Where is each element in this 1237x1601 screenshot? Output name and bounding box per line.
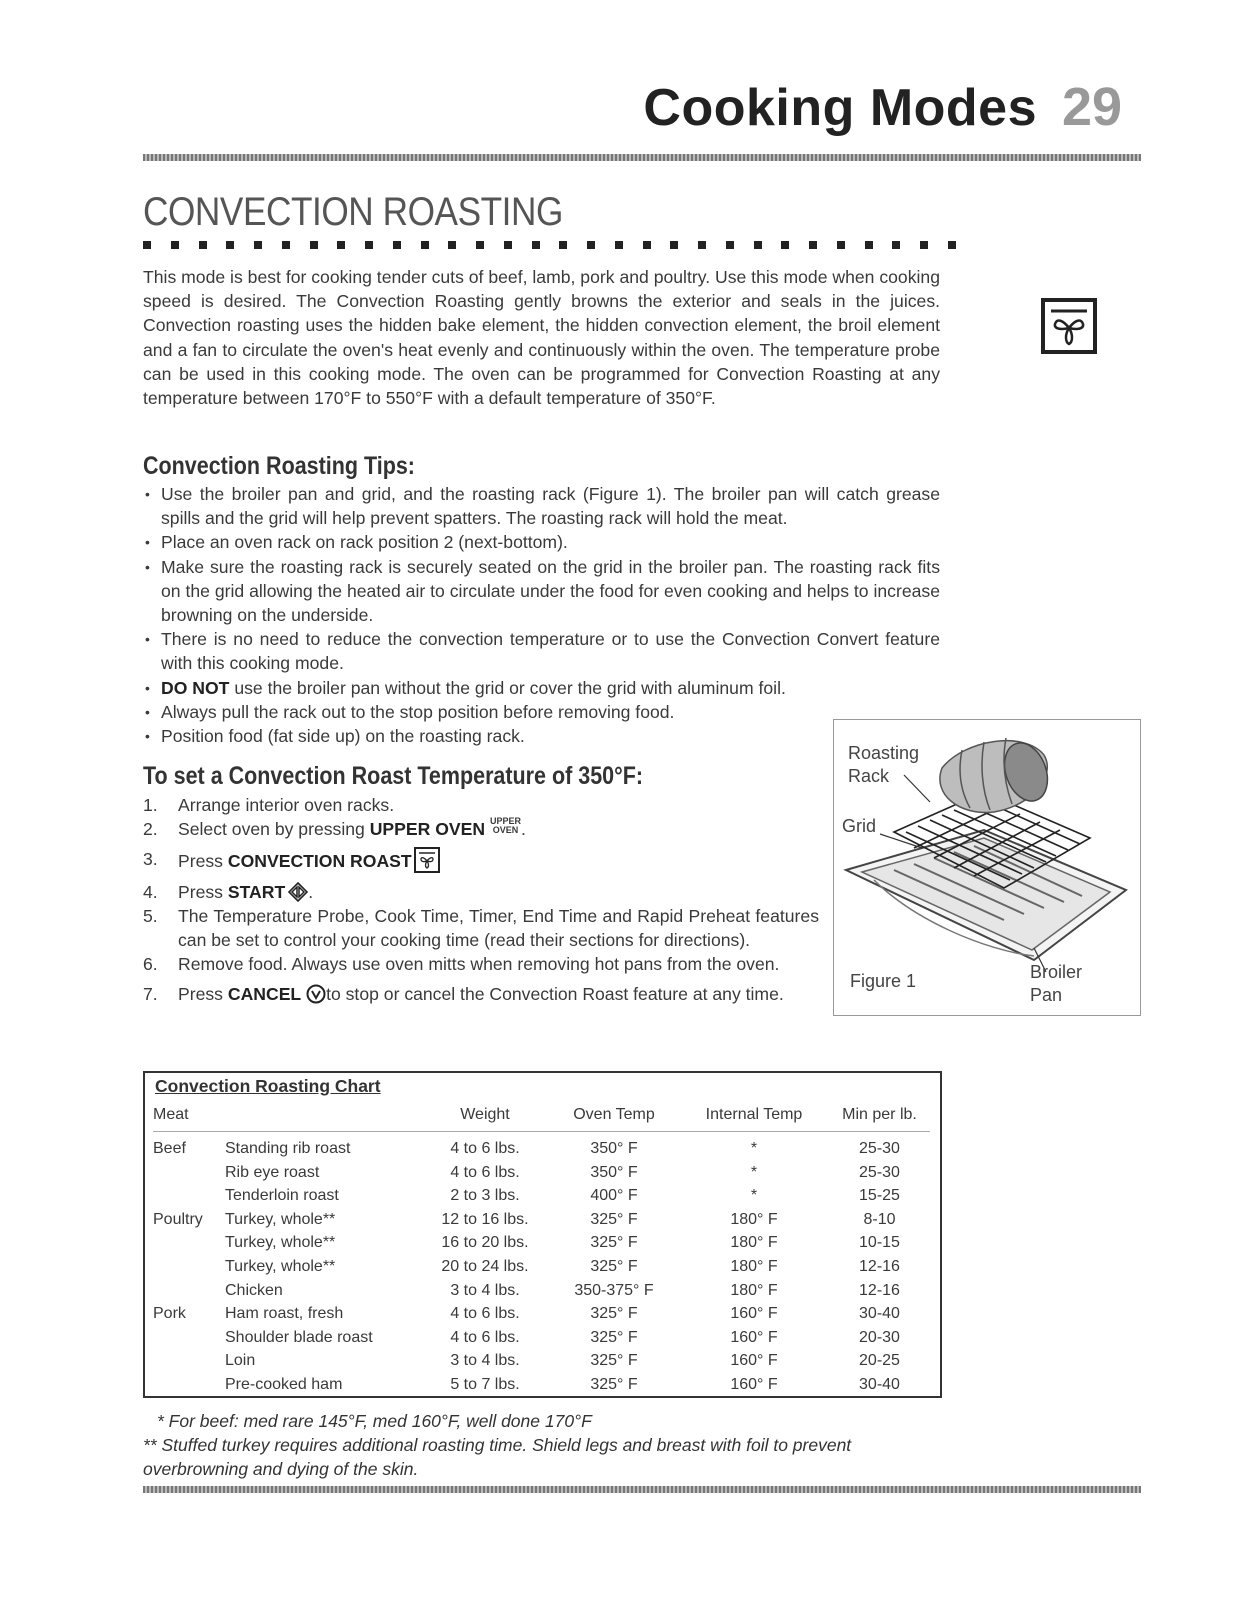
table-cell: 30-40 xyxy=(859,1305,900,1323)
upper-oven-tag: UPPER OVEN xyxy=(489,816,521,836)
table-cell: Chicken xyxy=(225,1281,283,1299)
table-cell: 8-10 xyxy=(863,1210,896,1228)
cancel-icon xyxy=(306,984,326,1004)
table-cell: 325° F xyxy=(590,1305,638,1323)
table-cell: 180° F xyxy=(730,1234,778,1252)
table-cell: 30-40 xyxy=(859,1375,900,1393)
table-cell: 25-30 xyxy=(859,1140,900,1157)
table-cell: 160° F xyxy=(730,1352,778,1370)
table-cell: * xyxy=(750,1140,758,1157)
steps-heading: To set a Convection Roast Temperature of 350°F: xyxy=(143,762,644,790)
list-item: 2. Select oven by pressing UPPER OVEN UPPER OVEN . xyxy=(143,816,526,840)
table-row xyxy=(153,1326,930,1350)
label-rack: Rack xyxy=(848,766,890,786)
table-row xyxy=(153,1161,930,1185)
table-cell: Loin xyxy=(225,1352,256,1370)
table-cell: Rib eye roast xyxy=(225,1163,320,1181)
footnotes xyxy=(143,1409,943,1481)
chart-title: Convection Roasting Chart xyxy=(155,1076,381,1096)
start-key: START xyxy=(227,881,286,902)
tips-heading: Convection Roasting Tips: xyxy=(143,452,415,480)
label-grid: Grid xyxy=(842,816,877,836)
list-item: 1. Arrange interior oven racks. xyxy=(143,795,395,815)
column-header: Internal Temp xyxy=(679,1103,829,1132)
table-header-row xyxy=(153,1103,930,1132)
header-rule xyxy=(143,154,1141,161)
chart-table xyxy=(153,1103,930,1397)
table-cell xyxy=(153,1255,225,1279)
table-cell: 4 to 6 lbs. xyxy=(450,1140,520,1157)
table-cell: Standing rib roast xyxy=(225,1140,351,1157)
table-cell: Pork xyxy=(153,1305,186,1323)
list-item: • Place an oven rack on rack position 2 (next-bottom). xyxy=(143,530,940,554)
table-cell: 325° F xyxy=(590,1210,638,1228)
convection-roasting-chart xyxy=(143,1071,942,1398)
table-cell xyxy=(153,1161,225,1185)
table-row xyxy=(153,1231,930,1255)
start-icon xyxy=(288,882,308,902)
table-cell: Beef xyxy=(153,1140,186,1157)
list-item: • Always pull the rack out to the stop position before removing food. xyxy=(143,700,940,724)
table-cell: 16 to 20 lbs. xyxy=(441,1234,529,1252)
table-cell: * xyxy=(750,1187,758,1205)
table-cell xyxy=(153,1326,225,1350)
table-cell: 180° F xyxy=(730,1210,778,1228)
column-header: Min per lb. xyxy=(829,1103,930,1132)
list-item: 4. Press START . xyxy=(143,881,314,902)
table-cell: Turkey, whole** xyxy=(225,1210,336,1228)
table-cell: 160° F xyxy=(730,1305,778,1323)
table-row xyxy=(153,1302,930,1326)
table-row xyxy=(153,1184,930,1208)
table-cell: Ham roast, fresh xyxy=(225,1305,344,1323)
table-cell: 20 to 24 lbs. xyxy=(441,1257,529,1275)
list-item: • Use the broiler pan and grid, and the roasting rack (Figure 1). The broiler pan will catch grease spills and the grid will help prevent spatters. The roasting rack will hold the meat. xyxy=(143,482,940,530)
table-cell: 325° F xyxy=(590,1234,638,1252)
table-cell: 10-15 xyxy=(859,1234,900,1252)
table-cell: 3 to 4 lbs. xyxy=(450,1281,520,1299)
intro-paragraph: This mode is best for cooking tender cuts of beef, lamb, pork and poultry. Use this mode when cooking speed is desired. The Convection Roasting gently browns the exterior and seals in the juices. Convection roasting uses the hidden bake element, the hidden convection element, the broil element and a fan to circulate the oven's heat evenly and continuously within the oven. The temperature probe can be used in this cooking mode. The oven can be programmed for Convection Roasting at any temperature between 170°F to 550°F with a default temperature of 350°F. xyxy=(143,267,940,409)
upper-oven-key: UPPER OVEN xyxy=(369,819,486,840)
table-row xyxy=(153,1255,930,1279)
table-cell: 180° F xyxy=(730,1281,778,1299)
tips-list xyxy=(143,482,940,748)
label-broiler: Broiler xyxy=(1030,962,1083,982)
table-cell: 20-25 xyxy=(859,1352,900,1370)
column-header: Weight xyxy=(421,1103,549,1132)
table-cell: Tenderloin roast xyxy=(225,1187,339,1205)
figure-1 xyxy=(833,719,1141,1016)
do-not-emphasis: DO NOT xyxy=(161,677,230,698)
table-cell: 180° F xyxy=(730,1257,778,1275)
column-header: Meat xyxy=(153,1103,225,1132)
table-cell: Turkey, whole** xyxy=(225,1257,336,1275)
table-row xyxy=(153,1373,930,1397)
table-cell: 160° F xyxy=(730,1375,778,1393)
table-cell: * xyxy=(750,1163,758,1181)
table-cell xyxy=(153,1184,225,1208)
figure-caption: Figure 1 xyxy=(850,971,917,991)
table-cell: 4 to 6 lbs. xyxy=(450,1163,520,1181)
footnote-beef: * For beef: med rare 145°F, med 160°F, well done 170°F xyxy=(157,1411,592,1431)
table-cell: Shoulder blade roast xyxy=(225,1328,373,1346)
table-cell: 5 to 7 lbs. xyxy=(450,1375,520,1393)
table-cell: 4 to 6 lbs. xyxy=(450,1305,520,1323)
label-pan: Pan xyxy=(1030,985,1063,1005)
table-cell: Turkey, whole** xyxy=(225,1234,336,1252)
table-cell: 3 to 4 lbs. xyxy=(450,1352,520,1370)
table-cell xyxy=(153,1231,225,1255)
table-cell: 20-30 xyxy=(859,1328,900,1346)
convection-roast-small-icon xyxy=(414,847,440,873)
table-cell: 4 to 6 lbs. xyxy=(450,1328,520,1346)
label-roasting: Roasting xyxy=(848,743,920,763)
table-cell: 2 to 3 lbs. xyxy=(450,1187,520,1205)
table-cell: 15-25 xyxy=(859,1187,900,1205)
table-cell: 12 to 16 lbs. xyxy=(441,1210,529,1228)
table-cell: 350° F xyxy=(590,1163,638,1181)
column-header: Oven Temp xyxy=(549,1103,679,1132)
list-item: 6. Remove food. Always use oven mitts when removing hot pans from the oven. xyxy=(143,954,780,975)
list-item: • Position food (fat side up) on the roasting rack. xyxy=(143,724,940,748)
list-item: 5. The Temperature Probe, Cook Time, Timer, End Time and Rapid Preheat features can be set to control your cooking time (read their sections for directions). xyxy=(143,905,819,951)
page-header-title: Cooking Modes xyxy=(643,79,1037,137)
table-cell xyxy=(153,1279,225,1303)
list-item: • DO NOT use the broiler pan without the grid or cover the grid with aluminum foil. xyxy=(143,676,940,700)
list-item: 3. Press CONVECTION ROAST xyxy=(143,847,819,873)
table-cell xyxy=(153,1349,225,1373)
table-cell xyxy=(153,1373,225,1397)
table-row xyxy=(153,1279,930,1303)
table-cell: 12-16 xyxy=(859,1281,900,1299)
table-cell: 325° F xyxy=(590,1328,638,1346)
page-number: 29 xyxy=(1062,77,1123,137)
table-cell: 325° F xyxy=(590,1352,638,1370)
list-item: • There is no need to reduce the convection temperature or to use the Convection Convert feature with this cooking mode. xyxy=(143,627,940,675)
table-cell: 25-30 xyxy=(859,1163,900,1181)
section-title: CONVECTION ROASTING xyxy=(143,190,563,234)
table-cell: 325° F xyxy=(590,1375,638,1393)
list-item: 7. Press CANCEL to stop or cancel the Convection Roast feature at any time. xyxy=(143,984,784,1005)
convection-roast-key: CONVECTION ROAST xyxy=(227,851,412,872)
table-cell: Pre-cooked ham xyxy=(225,1375,343,1393)
table-cell: Poultry xyxy=(153,1210,203,1228)
table-cell: 160° F xyxy=(730,1328,778,1346)
steps-list xyxy=(143,793,819,1007)
cancel-key: CANCEL xyxy=(227,984,302,1005)
table-row xyxy=(153,1208,930,1232)
list-item: • Make sure the roasting rack is securely seated on the grid in the broiler pan. The roasting rack fits on the grid allowing the heated air to circulate under the food for even cooking and helps to increase browning on the underside. xyxy=(143,555,940,628)
table-cell: 400° F xyxy=(590,1187,638,1205)
table-row xyxy=(153,1132,930,1161)
table-cell: 350-375° F xyxy=(574,1281,654,1299)
table-cell: 325° F xyxy=(590,1257,638,1275)
footer-rule xyxy=(143,1486,1141,1493)
table-row xyxy=(153,1349,930,1373)
convection-roast-icon xyxy=(1041,298,1097,354)
table-cell: 12-16 xyxy=(859,1257,900,1275)
footnote-turkey: ** Stuffed turkey requires additional roasting time. Shield legs and breast with foil to prevent overbrowning and dying of the skin. xyxy=(143,1435,852,1479)
section-dots-divider xyxy=(143,241,956,250)
table-cell: 350° F xyxy=(590,1140,638,1157)
